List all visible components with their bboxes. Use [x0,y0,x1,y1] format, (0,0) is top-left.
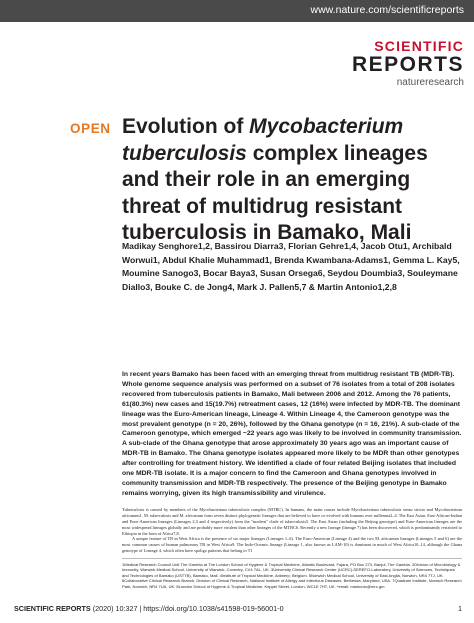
title-italic: Mycobacterium tuberculosis [122,115,404,165]
page-footer [0,597,474,623]
footer-journal: SCIENTIFIC REPORTS [14,604,91,613]
abstract: In recent years Bamako has been faced with an emerging threat from multidrug resistant TB (MDR-TB). Whole genome sequence analysis was performed on a subset of 76 isolates from a total of 208 isolates recovered from tuberculosis patients in Bamako, Mali between 2006 and 2012. Among the 76 patients, 61(80.3%) new cases and 15(19.7%) retreatment cases, 12 (16%) were infected by MDR-TB. The dominant lineage was the Euro-American lineage, Lineage 4. Within Lineage 4, the Cameroon genotype was the most prevalent genotype (n = 20, 26%), followed by the Ghana genotype (n = 16, 21%). A sub-clade of the Cameroon genotype, which emerged ~22 years ago was likely to be involved in community transmission. A sub-clade of the Ghana genotype that arose approximately 30 years ago was an important cause of MDR-TB in Bamako. The Ghana genotype isolates appeared more likely to be MDR than other genotypes after controlling for treatment history. We identified a clade of four related Beijing isolates that included one MDR-TB isolate. It is a major concern to find the Cameroon and Ghana genotypes involved in community transmission and MDR-TB respectively. The presence of the Beijing genotype in Bamako remains worrying, given its high transmissibility and virulence. [122,371,462,497]
journal-logo [334,38,464,88]
footer-citation [14,604,284,613]
logo-publisher: natureresearch [396,77,464,88]
title-part1: Evolution of [122,115,250,138]
main-text-block [122,507,462,589]
affiliations: 1Medical Research Council Unit The Gambia at The London School of Hygiene & Tropical Medicine, Atlantic Boulevard, Fajara, PO Box 273, Banjul, The Gambia. 2Division of Microbiology & Immunity, Warwick Medical School, University of Warwick, Coventry, CV4 7AL, UK. 3University Clinical Research Center (UCRC)-SEREFO-Laboratory, University of Sciences, Techniques and Technologies of Bamako (USTTB), Bamako, Mali. 4Institute of Tropical Medicine, Antwerp, Belgium. 5Norwich Medical School, University of East Anglia, Norwich, NR4 7TJ, UK. 6Collaborative Clinical Research Branch, Division of Clinical Research, National Institute of Allergy and Infectious Diseases, Bethesda, Maryland, USA. 7Quadram Institute, Norwich Research Park, Norwich, NR4 7UA, UK. 8London School of Hygiene & Tropical Medicine, Keppel Street, London, WC1E 7HT, UK. *email: mantonio@mrc.gm [122,562,462,589]
page-number: 1 [458,604,462,613]
footnote-divider [122,558,462,559]
body-paragraph: A unique feature of TB in West Africa is the presence of six major lineages (Lineages 1–6). The Euro-American (Lineage 4) and the two M. africanum lineages (Lineages 5 and 6) are the most common causes of human pulmonary TB in West Africa9. The Indo-Oceanic lineage (Lineage 1, also known as LAM-10) is dominant in much of West Africa10–14, although the Ghana genotype of Lineage 4, which often have spoligo patterns that belong to T1 [122,536,462,554]
logo-scientific: SCIENTIFIC [374,38,464,54]
body-text [122,507,462,554]
article-title [122,114,458,247]
journal-url[interactable]: www.nature.com/scientificreports [310,4,464,16]
body-paragraph: Tuberculosis is caused by members of the Mycobacterium tuberculosis complex (MTBC). In humans, the main causes include Mycobacterium tuberculosis sensu stricto and Mycobacterium africanum1. M. tuberculosis and M. africanum form seven distinct phylogenetic lineages that are believed to have co-evolved with humans over millennia2–4. The East Asian, East-African-Indian and Euro-American lineages (Lineages 2,3 and 4 respectively) form the "modern" clade of tuberculosis5. The East Asian (including the Beijing genotype) and Euro-American lineages are the most widespread lineages globally and are probably more virulent than other lineages of the MTBC6. Recently a new lineage (lineage 7) has been discovered, which is predominantly restricted to Ethiopia in the horn of Africa7,8. [122,507,462,536]
footer-doi[interactable]: (2020) 10:327 | https://doi.org/10.1038/s41598-019-56001-0 [92,604,284,613]
top-bar [0,0,474,22]
author-list: Madikay Senghore1,2, Bassirou Diarra3, Florian Gehre1,4, Jacob Otu1, Archibald Worwui1, Abdul Khalie Muhammad1, Brenda Kwambana-Adams1, Gemma L. Kay5, Moumine Sanogo3, Bocar Baya3, Susan Orsega6, Seydou Doumbia3, Souleymane Diallo3, Bouke C. de Jong4, Mark J. Pallen5,7 & Martin Antonio1,2,8 [122,241,460,292]
open-access-label: OPEN [70,121,111,136]
logo-reports: REPORTS [351,53,464,76]
title-part2: complex lineages and their role in an emerging threat of multidrug resistant tuberculosis in Bamako, Mali [122,141,428,244]
